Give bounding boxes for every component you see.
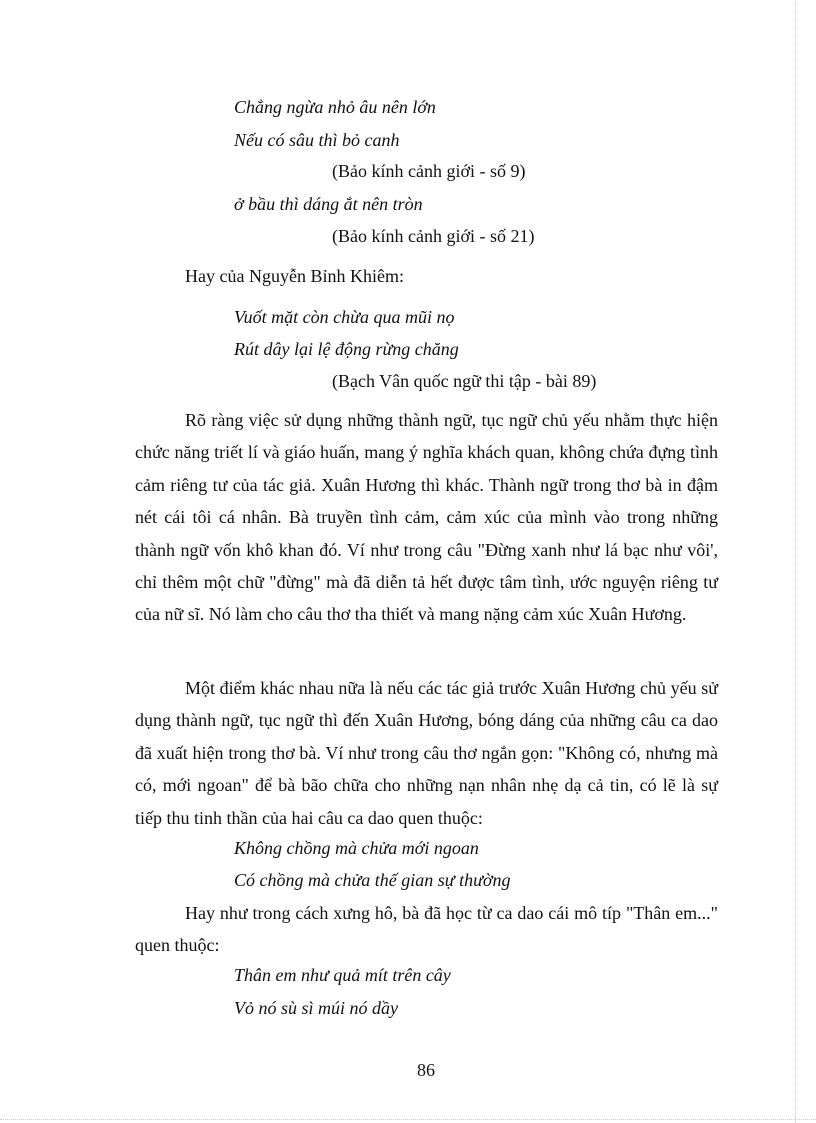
page-border-right [795, 0, 796, 1123]
verse-line: Có chồng mà chửa thế gian sự thường [234, 870, 511, 890]
verse-line: Nếu có sâu thì bỏ canh [234, 130, 400, 150]
body-paragraph: Hay như trong cách xưng hô, bà đã học từ ca dao cái mô típ "Thân em..." quen thuộc: [135, 903, 718, 956]
verse-line: Thân em như quả mít trên cây [234, 965, 451, 985]
body-paragraph: Một điểm khác nhau nữa là nếu các tác giả trước Xuân Hương chủ yếu sử dụng thành ngữ, tục ngữ thì đến Xuân Hương, bóng dáng của những câu ca dao đã xuất hiện trong thơ bà. Ví như trong câu thơ ngắn gọn: "Không có, nhưng mà có, mới ngoan" để bà bão chữa cho những nạn nhân nhẹ dạ cả tin, có lẽ là sự tiếp thu tinh thần của hai câu ca dao quen thuộc: [135, 678, 718, 828]
verse-line: Vỏ nó sù sì múi nó dầy [234, 998, 398, 1018]
intro-line: Hay của Nguyễn Bỉnh Khiêm: [185, 266, 404, 286]
verse-line: Vuốt mặt còn chừa qua mũi nọ [234, 307, 455, 327]
page-border-bottom [0, 1119, 816, 1120]
verse-line: Rút dây lại lệ động rừng chăng [234, 339, 459, 359]
citation: (Bảo kính cảnh giới - số 21) [332, 226, 535, 246]
verse-line: ở bầu thì dáng ắt nên tròn [234, 194, 423, 214]
verse-line: Không chồng mà chửa mới ngoan [234, 838, 479, 858]
body-paragraph: Rõ ràng việc sử dụng những thành ngữ, tục ngữ chủ yếu nhằm thực hiện chức năng triết lí và giáo huấn, mang ý nghĩa khách quan, không chứa đựng tình cảm riêng tư của tác giả. Xuân Hương thì khác. Thành ngữ trong thơ bà in đậm nét cái tôi cá nhân. Bà truyền tình cảm, cảm xúc của mình vào trong những thành ngữ vốn khô khan đó. Ví như trong câu "Đừng xanh như lá bạc như vôi', chỉ thêm một chữ "đừng" mà đã diễn tả hết được tâm tình, ước nguyện riêng tư của nữ sĩ. Nó làm cho câu thơ tha thiết và mang nặng cảm xúc Xuân Hương. [135, 410, 718, 625]
verse-line: Chẳng ngừa nhỏ âu nên lớn [234, 97, 436, 117]
page-number: 86 [417, 1060, 435, 1080]
citation: (Bảo kính cảnh giới - số 9) [332, 161, 526, 181]
citation: (Bạch Vân quốc ngữ thi tập - bài 89) [332, 371, 597, 391]
